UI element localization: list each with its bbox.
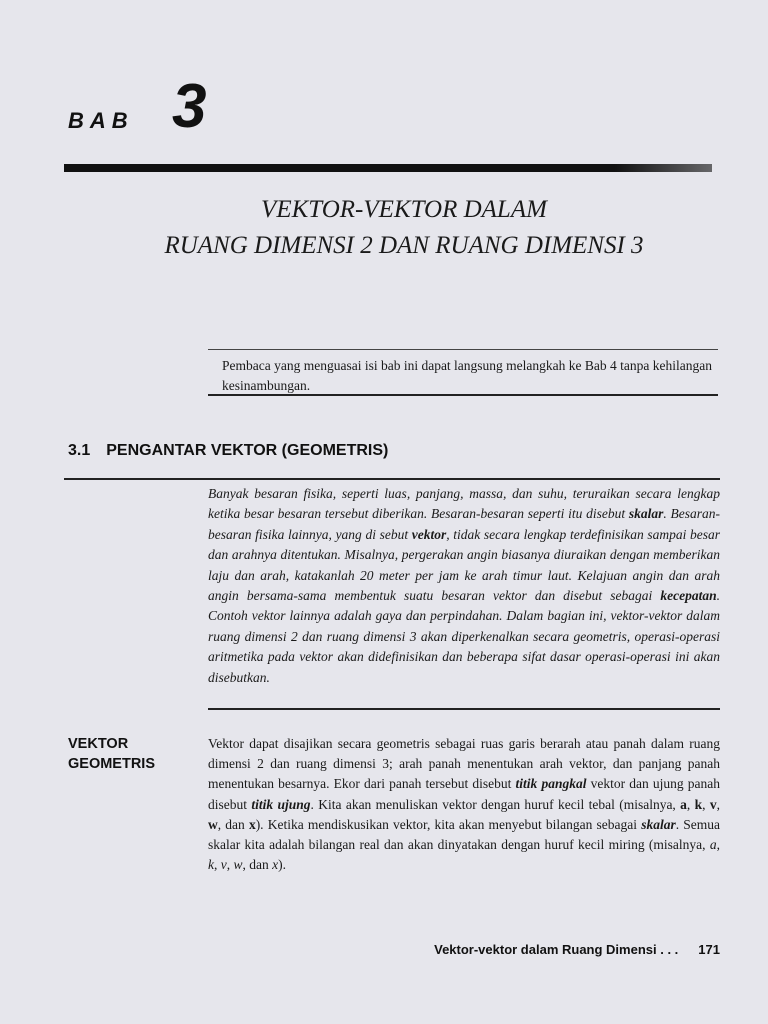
intro-paragraph <box>208 484 720 688</box>
bold-vector-a: a <box>680 796 687 812</box>
subsection-heading <box>68 734 155 774</box>
italic-scalar-k: k <box>208 857 214 873</box>
keyword-vektor: vektor <box>411 526 447 542</box>
subsection-heading-line1: VEKTOR <box>68 736 129 752</box>
intro-bottom-rule <box>208 708 720 710</box>
intro-text: . Contoh vektor lainnya adalah gaya dan perpindahan. Dalam bagian ini, vektor-vektor dalam ruang dimensi 2 dan ruang dimensi 3 akan diperkenalkan secara geometris, operasi-operasi aritmetika pada vektor akan didefinisikan dan beberapa sifat dasar operasi-operasi ini akan disebutkan. <box>208 588 720 685</box>
body-text: , dan <box>217 816 249 832</box>
body-text: . Semua skalar kita adalah bilangan real dan akan dinyatakan dengan huruf kecil miring (misalnya, <box>208 816 720 853</box>
note-bottom-rule <box>208 394 718 396</box>
keyword-skalar: skalar <box>641 816 676 832</box>
keyword-skalar: skalar <box>628 506 664 522</box>
body-text: , <box>686 796 695 812</box>
section-title: PENGANTAR VEKTOR (GEOMETRIS) <box>106 442 389 459</box>
body-text: , dan <box>242 857 273 873</box>
intro-text: . Besaran-besaran fisika lainnya, yang di sebut <box>208 506 720 542</box>
page-footer <box>434 942 720 957</box>
chapter-title-line2: RUANG DIMENSI 2 DAN RUANG DIMENSI 3 <box>164 232 644 259</box>
body-text: , <box>214 857 221 873</box>
body-text: , <box>716 796 721 812</box>
body-text: ). <box>278 857 287 873</box>
keyword-kecepatan: kecepatan <box>660 588 717 604</box>
keyword-titik-pangkal: titik pangkal <box>515 776 587 792</box>
running-title: Vektor-vektor dalam Ruang Dimensi . . . <box>434 942 679 957</box>
reader-note: Pembaca yang menguasai isi bab ini dapat langsung melangkah ke Bab 4 tanpa kehilangan kesinambungan. <box>222 358 712 393</box>
body-text: . Kita akan menuliskan vektor dengan huruf kecil tebal (misalnya, <box>310 796 681 812</box>
italic-scalar-v: v <box>220 857 227 873</box>
body-paragraph <box>208 734 720 875</box>
body-text: Vektor dapat disajikan secara geometris sebagai ruas garis berarah atau panah dalam ruang dimensi 2 dan ruang dimensi 3; arah panah menentukan arah vektor, dan panjang panah menentukan besarnya. Ekor dari panah tersebut disebut <box>208 736 720 792</box>
body-text: , <box>716 837 720 853</box>
bold-vector-k: k <box>694 796 703 812</box>
chapter-label: BAB <box>68 108 134 133</box>
page-number: 171 <box>698 942 720 957</box>
section-heading <box>68 442 388 460</box>
section-rule <box>64 478 720 480</box>
chapter-number: 3 <box>172 72 207 141</box>
bold-vector-x: x <box>248 816 256 832</box>
bold-vector-v: v <box>709 796 717 812</box>
intro-text: Banyak besaran fisika, seperti luas, panjang, massa, dan suhu, teruraikan secara lengkap ketika besar besaran tersebut diberikan. Besaran-besaran seperti itu disebut <box>208 486 720 522</box>
chapter-title-line1: VEKTOR-VEKTOR DALAM <box>261 196 547 223</box>
intro-text: , tidak secara lengkap terdefinisikan sampai besar dan arahnya ditentukan. Misalnya, pergerakan angin biasanya diuraikan dengan memberikan laju dan arah, katakanlah 20 meter per jam ke arah timur laut. Kelajuan angin dan arah angin bersama-sama membentuk suatu besaran vektor dan disebut sebagai <box>208 526 720 604</box>
body-text: , <box>226 857 234 873</box>
body-text: , <box>702 796 710 812</box>
italic-scalar-w: w <box>233 857 243 873</box>
body-text: vektor dan ujung panah disebut <box>208 776 720 812</box>
bold-vector-w: w <box>208 816 218 832</box>
keyword-titik-ujung: titik ujung <box>251 796 311 812</box>
section-number: 3.1 <box>68 442 91 459</box>
chapter-title <box>64 192 744 264</box>
note-top-rule <box>208 349 718 350</box>
chapter-rule <box>64 164 712 172</box>
body-text: ). Ketika mendiskusikan vektor, kita akan menyebut bilangan sebagai <box>255 816 642 832</box>
subsection-heading-line2: GEOMETRIS <box>68 756 156 772</box>
italic-scalar-x: x <box>272 857 279 873</box>
italic-scalar-a: a <box>709 837 717 853</box>
